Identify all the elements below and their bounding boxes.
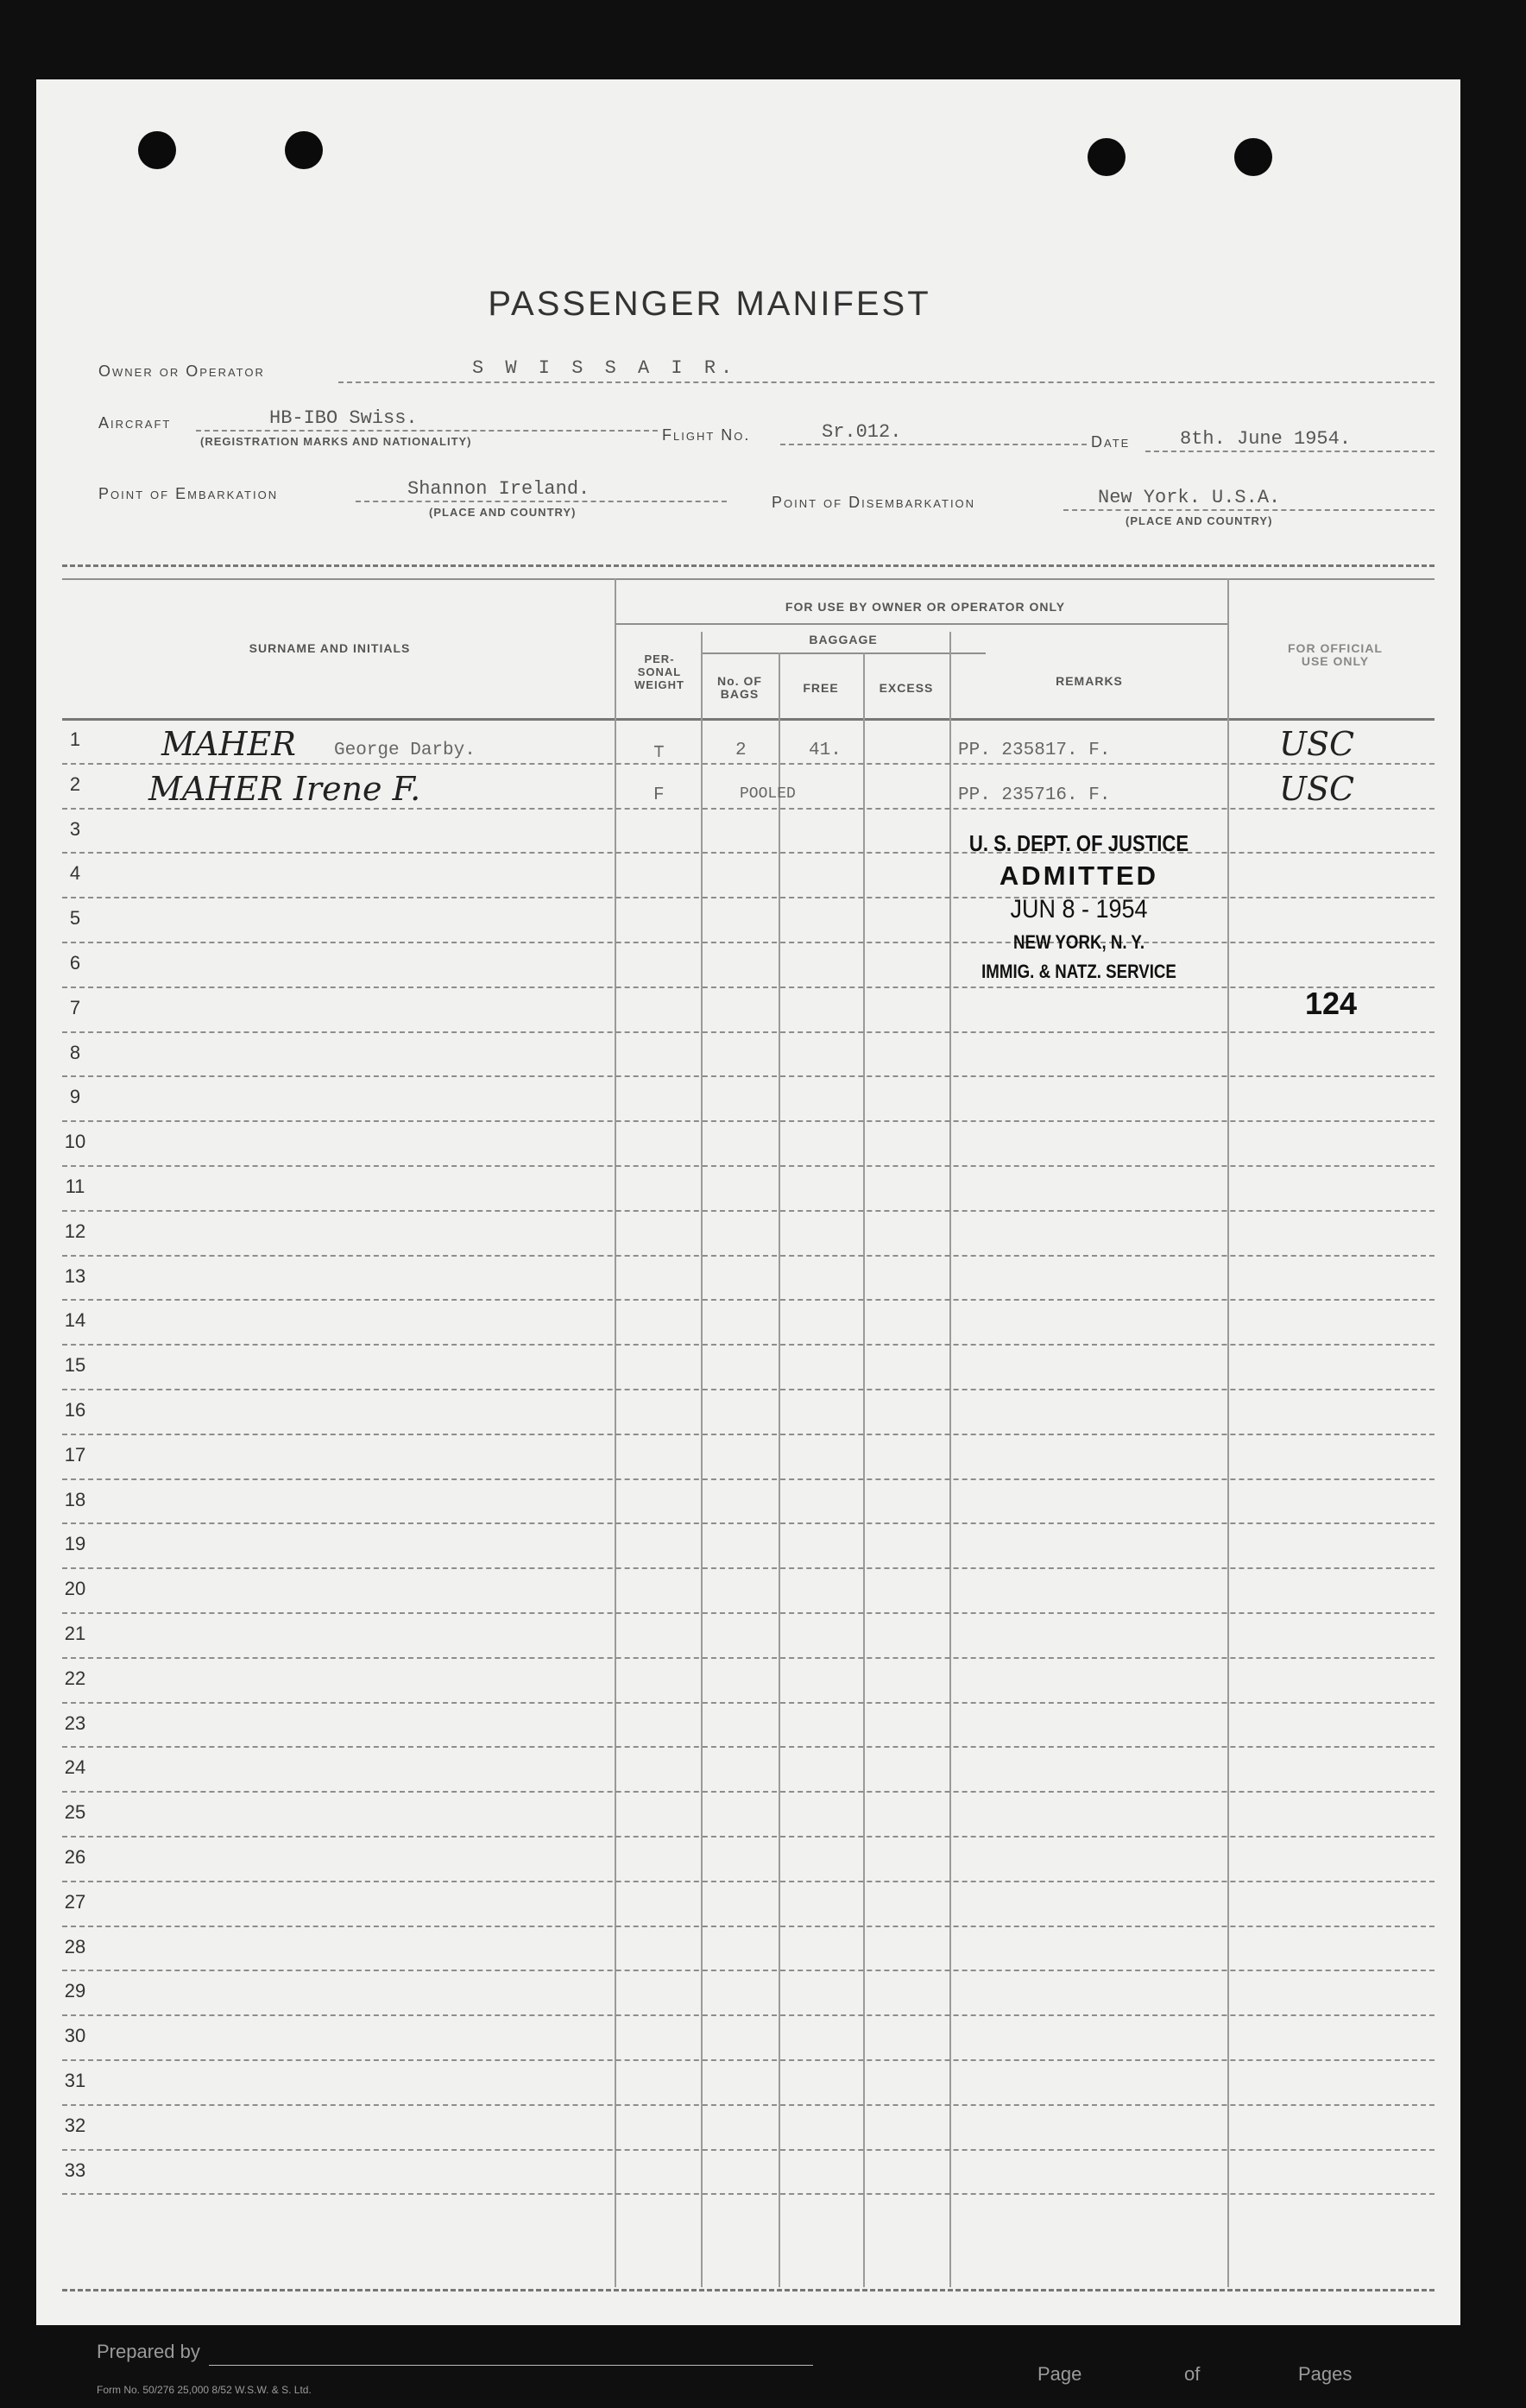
row-rule [62,1255,1435,1257]
row-number: 31 [64,2070,86,2091]
row1-free: 41. [809,741,842,760]
embark-value: Shannon Ireland. [407,478,590,500]
owner-use-rule [615,623,1227,625]
row-rule [62,2014,1435,2016]
baggage-rule [701,652,986,654]
aircraft-value: HB-IBO Swiss. [269,407,418,429]
row-rule [62,1389,1435,1390]
row-number: 17 [64,1443,86,1466]
manifest-sheet [36,79,1460,2396]
punch-hole [1088,138,1126,176]
row-rule [62,1657,1435,1659]
embark-note: (PLACE AND COUNTRY) [429,506,577,519]
official-code: 124 [1305,986,1358,1021]
row-rule [62,1344,1435,1346]
disembark-label: Point of Disembarkation [772,494,976,511]
table-top-rule [62,564,1435,567]
row-number: 20 [64,1578,86,1600]
row-number: 9 [69,1086,81,1108]
row-number: 30 [64,2025,86,2047]
row-number: 26 [64,1846,86,1868]
row-number: 12 [64,1220,86,1242]
prepared-line [209,2365,813,2366]
flight-value: Sr.012. [822,421,902,443]
weight-heading: PER- SONAL WEIGHT [634,652,684,691]
row-rule [62,897,1435,898]
row-rule [62,1702,1435,1704]
embark-line [356,501,727,502]
row-rule [62,2193,1435,2195]
row-number: 4 [69,862,81,885]
bags-heading: No. OF BAGS [717,674,762,701]
row-number: 10 [64,1131,86,1153]
row1-bags: 2 [735,741,747,760]
owner-value: S W I S S A I R. [472,357,738,379]
row-rule [62,2059,1435,2061]
row-number: 23 [64,1711,86,1734]
row-rule [62,1434,1435,1435]
embark-label: Point of Embarkation [98,485,279,502]
row-rule [62,1120,1435,1122]
row-number: 11 [65,1176,85,1197]
prepared-label: Prepared by [97,2341,200,2362]
remarks-heading: REMARKS [1056,674,1123,688]
row1-remarks: PP. 235817. F. [958,741,1111,760]
punch-hole [138,131,176,169]
row-number: 2 [69,772,81,795]
row-number: 28 [64,1935,86,1957]
row-rule [62,1746,1435,1748]
stamp-city: NEW YORK, N. Y. [1012,931,1145,953]
of-label: of [1184,2363,1201,2385]
excess-heading: EXCESS [879,681,934,695]
row-number: 16 [64,1399,86,1421]
aircraft-note: (REGISTRATION MARKS AND NATIONALITY) [200,435,472,448]
owner-line [338,381,1435,383]
row-number: 15 [64,1354,86,1377]
row-number: 32 [64,2114,86,2136]
stamp-admitted: ADMITTED [999,860,1159,891]
date-line [1145,451,1435,452]
aircraft-label: Aircraft [98,414,172,432]
row-number: 8 [69,1041,81,1063]
flight-label: Flight No. [662,426,751,444]
disembark-line [1063,509,1435,511]
footer-rule [62,2289,1435,2291]
row-number: 3 [69,817,81,840]
row-number: 24 [64,1756,86,1779]
row-rule [62,852,1435,854]
row-number: 21 [64,1623,86,1644]
row-rule [62,1836,1435,1838]
col-divider [701,632,703,2287]
surname-heading: SURNAME AND INITIALS [249,641,411,655]
row-number: 13 [64,1264,86,1287]
owner-use-heading: FOR USE BY OWNER OR OPERATOR ONLY [785,600,1066,614]
flight-line [780,444,1087,445]
row-rule [62,1299,1435,1301]
row1-weight: ⊤ [653,743,665,763]
row-number: 14 [64,1309,86,1332]
row-number: 19 [64,1533,86,1555]
row-rule [62,942,1435,943]
row2-remarks: PP. 235716. F. [958,785,1111,805]
row-number: 22 [64,1667,86,1689]
row-rule [62,1791,1435,1793]
pages-label: Pages [1298,2363,1353,2385]
row-number: 6 [69,952,81,974]
row-rule [62,1075,1435,1077]
row-number: 27 [64,1890,86,1913]
row-number: 5 [69,907,81,930]
row2-surname: MAHER Irene F. [148,770,421,808]
official-heading: FOR OFFICIAL USE ONLY [1288,641,1383,668]
row-rule [62,1567,1435,1569]
date-label: Date [1091,433,1131,451]
row-rule [62,1478,1435,1480]
stamp-date: JUN 8 - 1954 [1010,895,1148,923]
aircraft-line [196,430,658,432]
row-number: 29 [64,1980,86,2002]
punch-hole [1234,138,1272,176]
baggage-heading: BAGGAGE [809,633,878,646]
row-rule [62,987,1435,988]
row-number: 18 [64,1488,86,1510]
row-rule [62,2104,1435,2106]
free-heading: FREE [803,681,839,695]
row2-official: USC [1279,770,1355,808]
row-number: 33 [64,2159,86,2181]
row-rule [62,1881,1435,1882]
admitted-stamp [949,830,1208,983]
row2-free: POOLED [740,785,796,803]
row2-weight: F [653,785,665,805]
owner-label: Owner or Operator [98,362,265,380]
row-rule [62,1165,1435,1167]
row-rule [62,1210,1435,1212]
row-rule [62,763,1435,765]
row1-surname: MAHER [161,725,296,763]
form-number: Form No. 50/276 25,000 8/52 W.S.W. & S. Ltd. [97,2384,312,2396]
stamp-dept: U. S. DEPT. OF JUSTICE [968,830,1189,856]
row-number: 7 [69,996,81,1018]
page-title: PASSENGER MANIFEST [488,285,931,323]
punch-hole [285,131,323,169]
row-rule [62,1031,1435,1033]
disembark-note: (PLACE AND COUNTRY) [1126,514,1273,527]
stamp-service: IMMIG. & NATZ. SERVICE [981,961,1176,982]
row1-name: George Darby. [334,741,476,760]
row-number: 25 [64,1801,86,1824]
disembark-value: New York. U.S.A. [1098,487,1281,508]
row1-official: USC [1279,725,1355,763]
row-number: 1 [69,728,81,750]
page-label: Page [1037,2363,1082,2385]
row-rule [62,1612,1435,1614]
row-rule [62,2149,1435,2151]
row-rule [62,1970,1435,1971]
row-rule [62,1926,1435,1927]
row-rule [62,1522,1435,1524]
date-value: 8th. June 1954. [1180,428,1352,450]
